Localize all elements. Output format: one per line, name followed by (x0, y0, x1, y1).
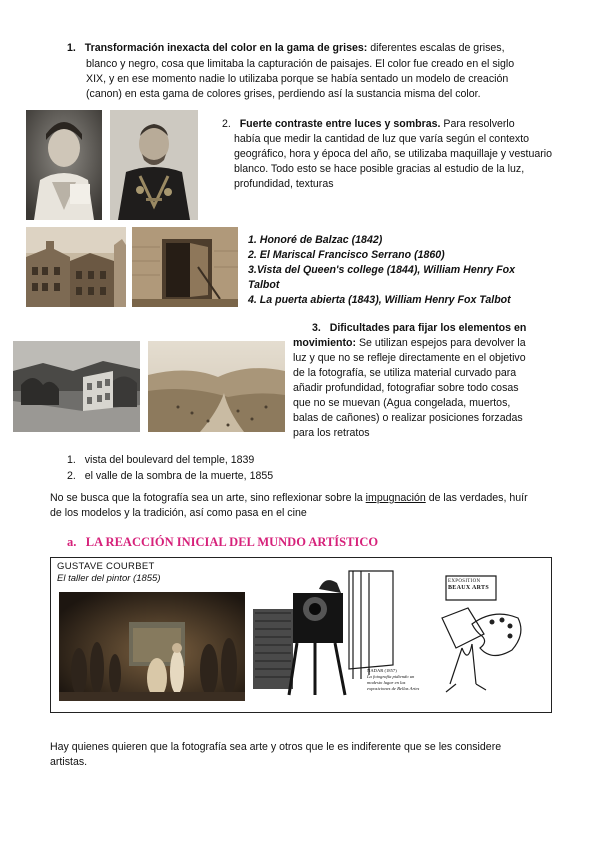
photo-open-door (132, 227, 238, 307)
figure-work: El taller del pintor (1855) (57, 573, 161, 584)
nadar-caption-a: NADAR (1857) (367, 668, 397, 673)
p1-heading: Transformación inexacta del color en la gama de grises: (84, 42, 368, 54)
section-letter: a. (67, 535, 77, 549)
p2-line2: había que medir la cantidad de luz que varía según el contexto (234, 133, 530, 145)
caption-boulevard: 1. vista del boulevard del temple, 1839 (67, 454, 255, 466)
nadar-caption-c: modesto lugar en las (367, 680, 406, 685)
p3-heading-cont: movimiento: (293, 337, 356, 349)
p2-line4: blanco. Todo esto se hace posible gracias al estudio de la luz, (234, 163, 525, 175)
para1-line1: No se busca que la fotografía sea un arte, sino reflexionar sobre la impugnación de las verdades, huír (50, 492, 528, 504)
nadar-caption-b: La fotografía pidiendo un (367, 674, 415, 679)
caption-3-cont: Talbot (248, 279, 280, 291)
p1-line2: blanco y negro, cosa que limitaba la capturación de paisajes. El color fue creado en el siglo (86, 58, 515, 70)
para1-line2: de los modelos y la tradición, así como pasa en el cine (50, 507, 307, 519)
caption-3: 3.Vista del Queen's college (1844), William Henry Fox (248, 264, 515, 276)
p3-line2: luz y que no se refleje directamente en el objetivo (293, 352, 526, 364)
p3-line3: de la fotografía, se utiliza material curvado para (293, 367, 517, 379)
photo-serrano (110, 110, 198, 220)
p3-heading: Dificultades para fijar los elementos en (329, 322, 527, 334)
photo-valley-death (148, 341, 285, 432)
p3-line6: balas de cañones) o realizar posiciones forzadas (293, 412, 523, 424)
p1-number: 1. (67, 42, 76, 54)
figure-artist: GUSTAVE COURBET (57, 561, 155, 572)
p3-number: 3. (312, 322, 321, 334)
caricature-palette (432, 574, 528, 698)
p2-text: Para resolverlo (443, 118, 515, 130)
painting-courbet (59, 592, 245, 701)
caption-valley: 2. el valle de la sombra de la muerte, 1855 (67, 470, 274, 482)
p2-number: 2. (222, 118, 231, 130)
para2-line2: artistas. (50, 756, 88, 768)
p2-line3: geográfico, hora y época del año, se utilizaba maquillaje y vestuario (234, 148, 553, 160)
photo-boulevard-temple (13, 341, 140, 432)
p2-heading: Fuerte contraste entre luces y sombras. (239, 118, 441, 130)
caption-2: 2. El Mariscal Francisco Serrano (1860) (248, 249, 445, 261)
p2-line5: profundidad, texturas (234, 178, 334, 190)
underlined-word: impugnación (365, 492, 426, 504)
photo-queens-college (26, 227, 126, 307)
p3-text: Se utilizan espejos para devolver la (358, 337, 526, 349)
caption-4: 4. La puerta abierta (1843), William Henry Fox Talbot (248, 294, 511, 306)
p3-line5: que no se muevan (Agua congelada, muertos, (293, 397, 511, 409)
p1-text: diferentes escalas de grises, (370, 42, 505, 54)
caption-1: 1. Honoré de Balzac (1842) (248, 234, 383, 246)
photo-balzac (26, 110, 102, 220)
sign-text-b: BEAUX ARTS (448, 585, 489, 591)
sign-text-a: EXPOSITION (448, 579, 481, 584)
p3-line7: para los retratos (293, 427, 370, 439)
nadar-caption-d: exposiciones de Bellas Artes (367, 686, 420, 691)
para2-line1: Hay quienes quieren que la fotografía sea arte y otros que le es indiferente que se les considere (50, 741, 502, 753)
p3-line4: añadir profundidad, fotografiar sobre todo cosas (293, 382, 519, 394)
section-title: LA REACCIÓN INICIAL DEL MUNDO ARTÍSTICO (85, 535, 379, 549)
p1-line3: XIX, y en ese momento nadie lo utilizaba porque se había sentado un modelo de creación (86, 73, 509, 85)
p1-line4: (canon) en esta gama de colores grises, perdiendo así la sustancia misma del color. (86, 88, 481, 100)
